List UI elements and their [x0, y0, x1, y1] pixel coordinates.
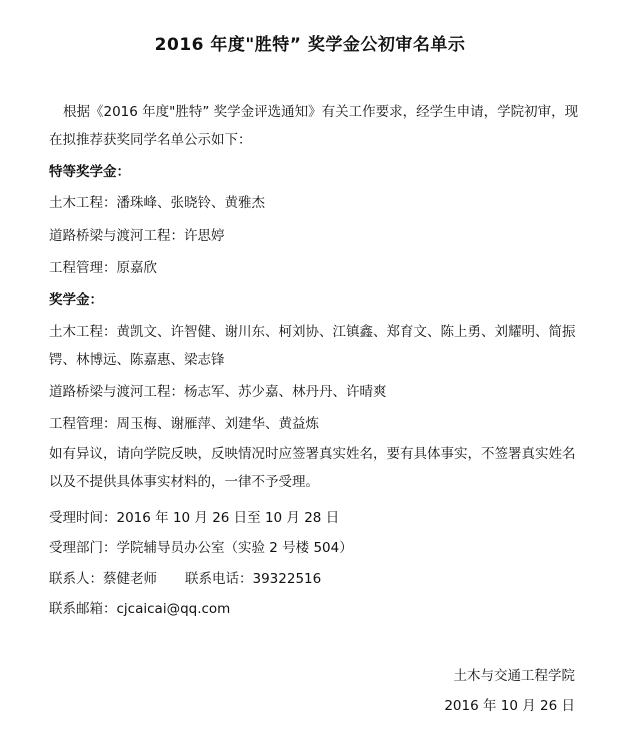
special-award-civil: 土木工程：潘珠峰、张晓铃、黄雅杰	[49, 195, 265, 211]
contact-row	[49, 569, 321, 589]
contact-email: 联系邮箱：cjcaicai@qq.com	[49, 601, 231, 617]
award-heading: 奖学金：	[49, 292, 103, 308]
special-award-bridge: 道路桥梁与渡河工程：许思婷	[49, 228, 225, 244]
award-management: 工程管理：周玉梅、谢雁萍、刘建华、黄益炼	[49, 416, 319, 432]
acceptance-time: 受理时间：2016 年 10 月 26 日至 10 月 28 日	[49, 510, 340, 526]
page-title: 2016 年度"胜特” 奖学金公初审名单示	[154, 35, 466, 55]
contact-phone: 联系电话：39322516	[185, 571, 322, 587]
intro-paragraph: 根据《2016 年度"胜特” 奖学金评选通知》有关工作要求，经学生申请，学院初审，现在拟推荐获奖同学名单公示如下：	[49, 104, 579, 148]
special-award-heading: 特等奖学金：	[49, 164, 130, 180]
special-award-management: 工程管理：原嘉欣	[49, 260, 157, 276]
signature-date: 2016 年 10 月 26 日	[444, 698, 575, 714]
acceptance-department: 受理部门：学院辅导员办公室（实验 2 号楼 504）	[49, 540, 353, 556]
signature-org: 土木与交通工程学院	[453, 668, 575, 684]
contact-person: 联系人：蔡健老师	[49, 571, 157, 587]
award-civil: 土木工程：黄凯文、许智健、谢川东、柯刘协、江镇鑫、郑育文、陈上勇、刘耀明、简振锷、林博远、陈嘉惠、梁志锋	[49, 324, 576, 368]
award-bridge: 道路桥梁与渡河工程：杨志军、苏少嘉、林丹丹、许晴爽	[49, 384, 387, 400]
objection-paragraph: 如有异议，请向学院反映，反映情况时应签署真实姓名，要有具体事实，不签署真实姓名以及不提供具体事实材料的，一律不予受理。	[49, 446, 576, 490]
